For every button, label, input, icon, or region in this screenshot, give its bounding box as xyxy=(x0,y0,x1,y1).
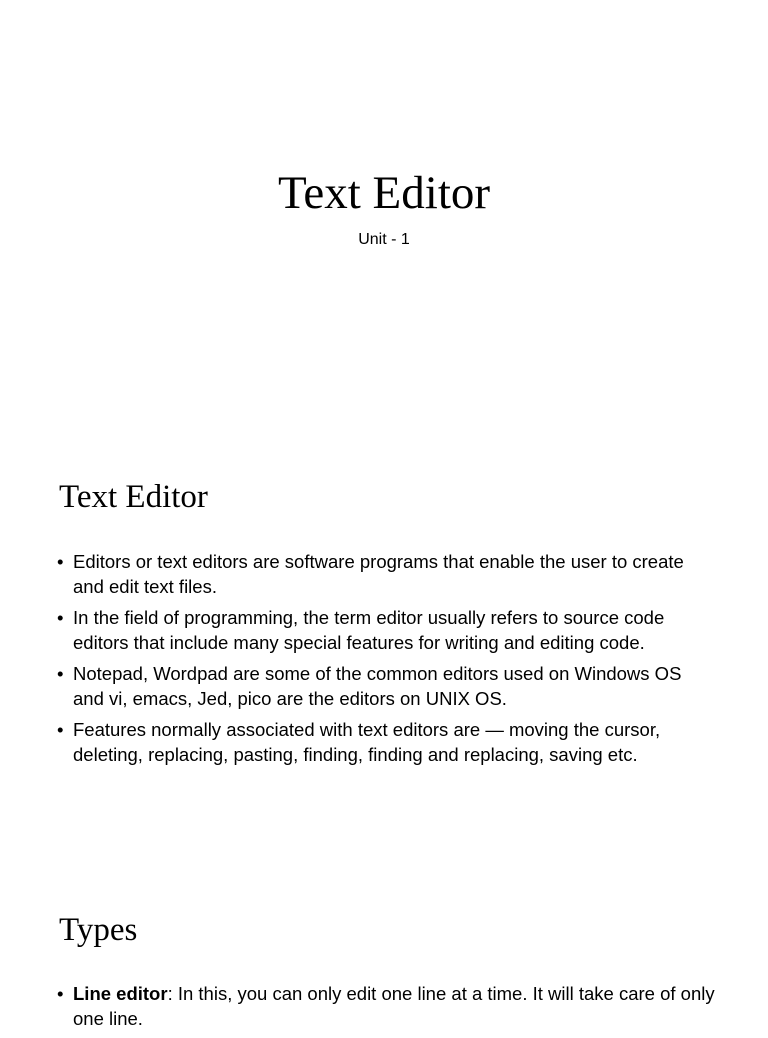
title-slide xyxy=(0,0,768,432)
bullet-term: Line editor xyxy=(73,983,168,1004)
bullet-icon: • xyxy=(57,983,64,1004)
bullet-item xyxy=(57,550,717,599)
slide-heading: Text Editor xyxy=(59,479,208,515)
bullet-item xyxy=(57,718,717,767)
bullet-item xyxy=(57,606,717,655)
bullet-text: Features normally associated with text editors are — moving the cursor, deleting, replacing, pasting, finding, finding and replacing, saving etc. xyxy=(73,719,661,765)
bullet-icon: • xyxy=(57,607,64,628)
bullet-icon: • xyxy=(57,663,64,684)
bullet-list xyxy=(57,550,717,774)
bullet-icon: • xyxy=(57,551,64,572)
slide-heading: Types xyxy=(59,912,138,948)
bullet-text: Notepad, Wordpad are some of the common editors used on Windows OS and vi, emacs, Jed, pico are the editors on UNIX OS. xyxy=(73,663,682,709)
slide-subtitle: Unit - 1 xyxy=(358,231,410,248)
text-editor-slide xyxy=(0,432,768,864)
slide-title: Text Editor xyxy=(277,167,491,219)
bullet-text: : In this, you can only edit one line at a time. It will take care of only one line. xyxy=(73,983,715,1029)
types-slide xyxy=(0,864,768,1029)
bullet-text: Editors or text editors are software programs that enable the user to create and edit text files. xyxy=(73,551,684,597)
bullet-list xyxy=(57,982,717,1038)
bullet-text: In the field of programming, the term editor usually refers to source code editors that include many special features for writing and editing code. xyxy=(73,607,665,653)
bullet-item xyxy=(57,662,717,711)
bullet-icon: • xyxy=(57,719,64,740)
